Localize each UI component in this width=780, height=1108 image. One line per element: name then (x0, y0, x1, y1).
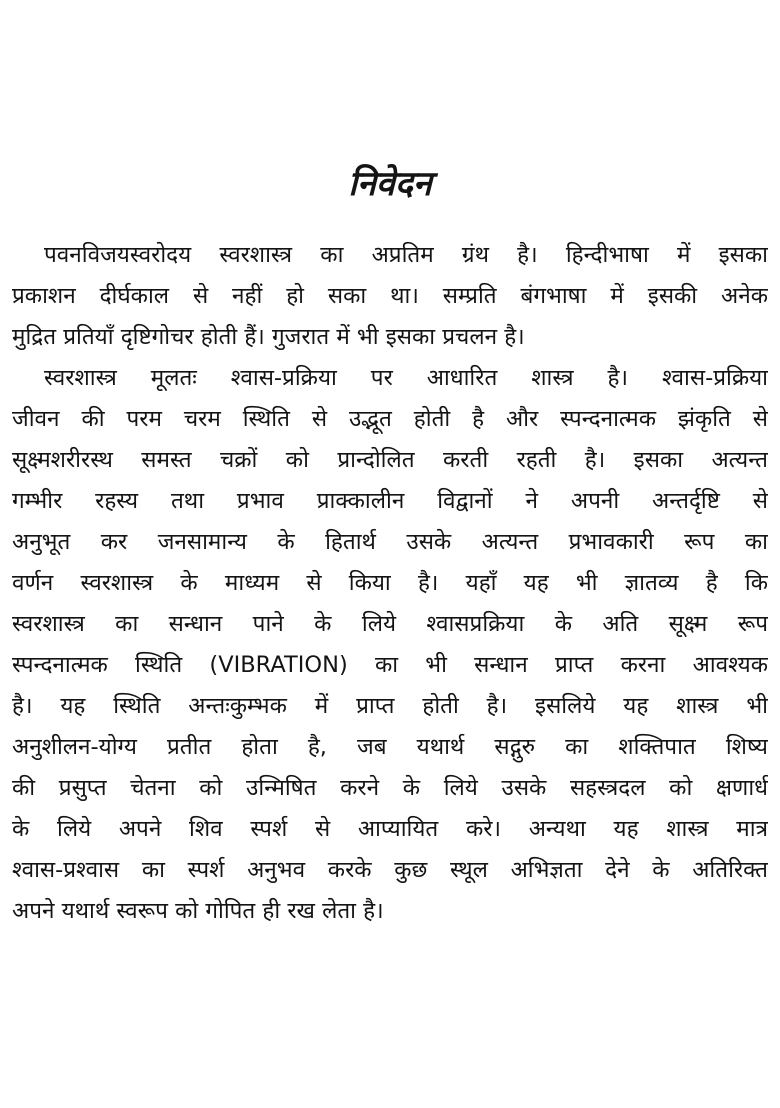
body-text (12, 235, 768, 932)
text-line: वर्णन स्वरशास्त्र के माध्यम से किया है। यहाँ यह भी ज्ञातव्य है कि (12, 570, 768, 596)
text-line: श्वास-प्रश्वास का स्पर्श अनुभव करके कुछ स्थूल अभिज्ञता देने के अतिरिक्त (12, 857, 768, 883)
text-line: स्पन्दनात्मक स्थिति (VIBRATION) का भी सन्धान प्राप्त करना आवश्यक (12, 652, 768, 678)
text-line: अनुभूत कर जनसामान्य के हितार्थ उसके अत्यन्त प्रभावकारी रूप का (12, 529, 768, 555)
text-line: स्वरशास्त्र का सन्धान पाने के लिये श्वासप्रक्रिया के अति सूक्ष्म रूप (12, 611, 768, 637)
text-line: प्रकाशन दीर्घकाल से नहीं हो सका था। सम्प्रति बंगभाषा में इसकी अनेक (12, 283, 768, 309)
text-line: गम्भीर रहस्य तथा प्रभाव प्राक्कालीन विद्वानों ने अपनी अन्तर्दृष्टि से (12, 488, 768, 514)
text-line: जीवन की परम चरम स्थिति से उद्भूत होती है और स्पन्दनात्मक झंकृति से (12, 406, 768, 432)
page-title: निवेदन (348, 164, 432, 204)
text-line: अनुशीलन-योग्य प्रतीत होता है, जब यथार्थ सद्गुरु का शक्तिपात शिष्य (12, 734, 768, 760)
text-line: की प्रसुप्त चेतना को उन्मिषित करने के लिये उसके सहस्त्रदल को क्षणार्ध (12, 775, 768, 801)
text-line: मुद्रित प्रतियाँ दृष्टिगोचर होती हैं। गुजरात में भी इसका प्रचलन है। (12, 324, 525, 350)
text-line: पवनविजयस्वरोदय स्वरशास्त्र का अप्रतिम ग्रंथ है। हिन्दीभाषा में इसका (44, 242, 768, 268)
text-line: स्वरशास्त्र मूलतः श्वास-प्रक्रिया पर आधारित शास्त्र है। श्वास-प्रक्रिया (44, 365, 768, 391)
text-line: अपने यथार्थ स्वरूप को गोपित ही रख लेता है। (12, 898, 384, 924)
text-line: के लिये अपने शिव स्पर्श से आप्यायित करे। अन्यथा यह शास्त्र मात्र (12, 816, 768, 842)
text-line: सूक्ष्मशरीरस्थ समस्त चक्रों को प्रान्दोलित करती रहती है। इसका अत्यन्त (12, 447, 768, 473)
text-line: है। यह स्थिति अन्तःकुम्भक में प्राप्त होती है। इसलिये यह शास्त्र भी (12, 693, 768, 719)
